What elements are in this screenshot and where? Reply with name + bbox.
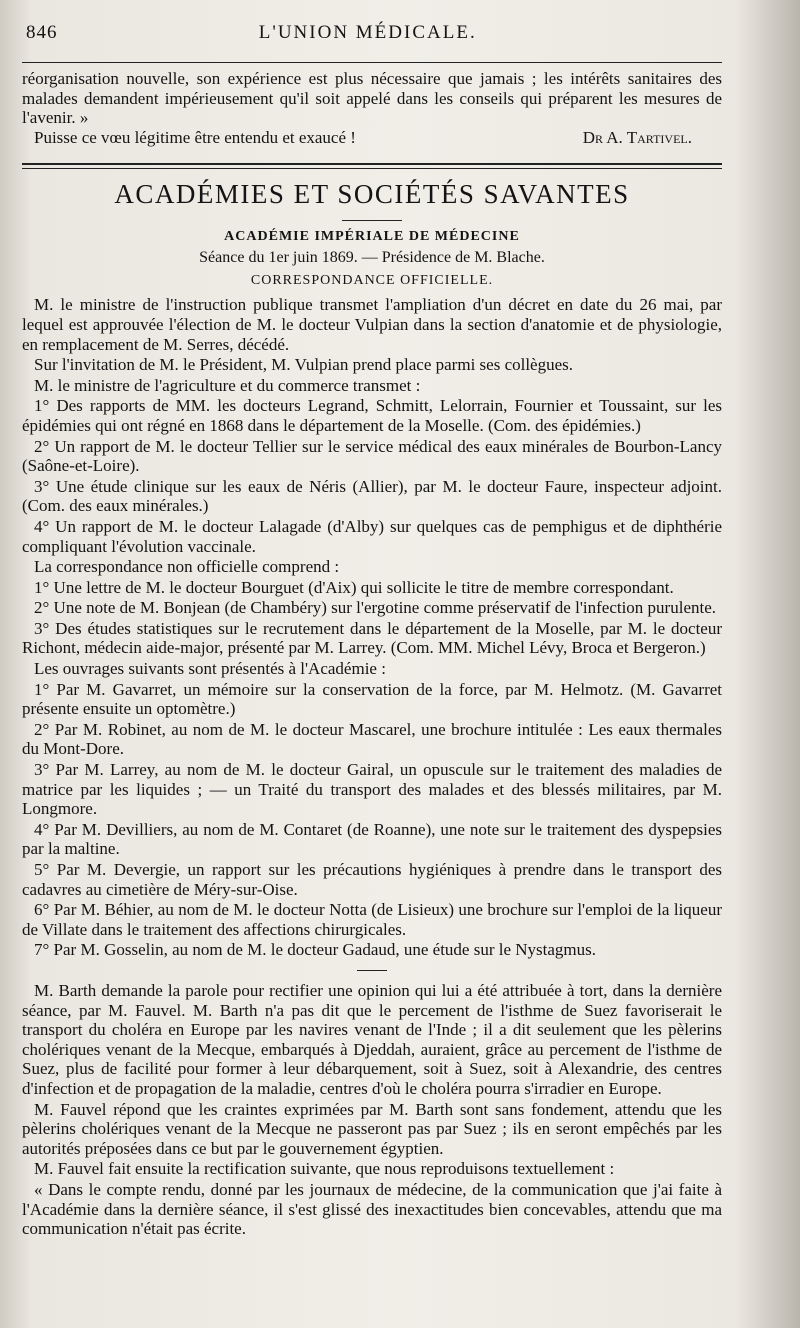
title-rule bbox=[342, 220, 402, 221]
correspondence-heading: CORRESPONDANCE OFFICIELLE. bbox=[250, 273, 494, 289]
academy-heading: ACADÉMIE IMPÉRIALE DE MÉDECINE bbox=[224, 229, 520, 245]
paragraph: 3° Des études statistiques sur le recrutement dans le département de la Moselle, par M. le docteur Richont, médecin aide-major, présenté par M. Larrey. (Com. MM. Michel Lévy, Broca et Bergeron.) bbox=[22, 618, 722, 658]
paragraph: M. le ministre de l'agriculture et du commerce transmet : bbox=[34, 375, 421, 395]
page-number: 846 bbox=[26, 22, 58, 43]
paragraph: 2° Une note de M. Bonjean (de Chambéry) sur l'ergotine comme préservatif de l'infection purulente. bbox=[34, 598, 717, 618]
paragraph: 1° Une lettre de M. le docteur Bourguet (d'Aix) qui sollicite le titre de membre correspondant. bbox=[34, 577, 674, 597]
closing-wish: Puisse ce vœu légitime être entendu et exaucé ! bbox=[34, 127, 356, 147]
paragraph: 5° Par M. Devergie, un rapport sur les précautions hygiéniques à prendre dans le transport des cadavres au cimetière de Méry-sur-Oise. bbox=[22, 860, 722, 899]
page-content bbox=[22, 22, 722, 1240]
minutes-body bbox=[22, 295, 722, 1238]
paragraph: 2° Un rapport de M. le docteur Tellier sur le service médical des eaux minérales de Bourbon-Lancy (Saône-et-Loire). bbox=[22, 436, 722, 476]
header-rule bbox=[22, 62, 722, 63]
paragraph: La correspondance non officielle comprend : bbox=[34, 557, 340, 577]
paragraph: 1° Par M. Gavarret, un mémoire sur la conservation de la force, par M. Helmotz. (M. Gavarret présente ensuite un optomètre.) bbox=[22, 679, 722, 719]
paragraph: Les ouvrages suivants sont présentés à l'Académie : bbox=[34, 659, 386, 679]
seance-line: Séance du 1er juin 1869. — Présidence de M. Blache. bbox=[199, 249, 545, 267]
closing-line bbox=[22, 128, 722, 148]
section-separator bbox=[357, 970, 387, 971]
paragraph: 1° Des rapports de MM. les docteurs Legrand, Schmitt, Lelorrain, Fournier et Toussaint, sur les épidémies qui ont régné en 1868 dans le département de la Moselle. (Com. des épidémies.) bbox=[22, 396, 722, 435]
paragraph: Sur l'invitation de M. le Président, M. Vulpian prend place parmi ses collègues. bbox=[34, 355, 574, 375]
journal-title: L'UNION MÉDICALE. bbox=[258, 22, 477, 43]
running-header bbox=[22, 22, 722, 44]
paragraph: 4° Par M. Devilliers, au nom de M. Contaret (de Roanne), une note sur le traitement des dyspepsies par la maltine. bbox=[22, 819, 722, 859]
paragraph: 3° Une étude clinique sur les eaux de Néris (Allier), par M. le docteur Faure, inspecteur adjoint. (Com. des eaux minérales.) bbox=[22, 476, 722, 516]
paragraph: M. Fauvel répond que les craintes exprimées par M. Barth sont sans fondement, attendu que les pèlerins cholériques venant de la Mecque ne passeront pas par Suez ; ils en seront empêchés par les autorités préposées dans ce but par le gouvernement égyptien. bbox=[22, 1099, 722, 1158]
paragraph: 4° Un rapport de M. le docteur Lalagade (d'Alby) sur quelques cas de pemphigus et de diphthérie compliquant l'évolution vaccinale. bbox=[22, 516, 722, 556]
paragraph: 2° Par M. Robinet, au nom de M. le docteur Mascarel, une brochure intitulée : Les eaux thermales du Mont-Dore. bbox=[22, 719, 722, 759]
paragraph: 3° Par M. Larrey, au nom de M. le docteur Gairal, un opuscule sur le traitement des maladies de matrice par les liquides ; — un Traité du transport des malades et des blessés militaires, par M. Longmore. bbox=[22, 760, 722, 819]
paragraph: M. le ministre de l'instruction publique transmet l'ampliation d'un décret en date du 26 mai, par lequel est approuvée l'élection de M. le docteur Vulpian dans la section d'anatomie et de physiologie, en remplacement de M. Serres, décédé. bbox=[22, 295, 722, 354]
paragraph: 7° Par M. Gosselin, au nom de M. le docteur Gadaud, une étude sur le Nystagmus. bbox=[34, 940, 597, 960]
section-title: ACADÉMIES ET SOCIÉTÉS SAVANTES bbox=[114, 179, 630, 210]
paragraph: M. Fauvel fait ensuite la rectification suivante, que nous reproduisons textuellement : bbox=[34, 1159, 615, 1179]
intro-paragraph: réorganisation nouvelle, son expérience est plus nécessaire que jamais ; les intérêts sanitaires des malades demandent impérieusement qu'il soit appelé dans les conseils qui préparent les mesures de l'avenir. » bbox=[22, 69, 722, 128]
paragraph: M. Barth demande la parole pour rectifier une opinion qui lui a été attribuée à tort, dans la dernière séance, par M. Fauvel. M. Barth n'a pas dit que le percement de l'isthme de Suez favoriserait le transport du choléra en Europe par les navires venant de l'Inde ; il a dit seulement que les pèlerins cholériques venant de la Mecque, embarqués à Djeddah, auraient, grâce au percement de l'isthme de Suez, plus de facilité pour former à leur débarquement, soit à Suez, soit à Alexandrie, des centres d'infection et de propagation de la maladie, centres d'où le choléra pourra s'irradier en Europe. bbox=[22, 980, 722, 1098]
paragraph: 6° Par M. Béhier, au nom de M. le docteur Notta (de Lisieux) une brochure sur l'emploi de la liqueur de Villate dans le traitement des affections chirurgicales. bbox=[22, 900, 722, 939]
author-signature: Dr A. Tartivel. bbox=[582, 127, 692, 147]
section-divider bbox=[22, 163, 722, 169]
paragraph: « Dans le compte rendu, donné par les journaux de médecine, de la communication que j'ai faite à l'Académie dans la dernière séance, il s'est glissé des inexactitudes bien concevables, attendu que ma communication n'était pas écrite. bbox=[22, 1179, 722, 1239]
